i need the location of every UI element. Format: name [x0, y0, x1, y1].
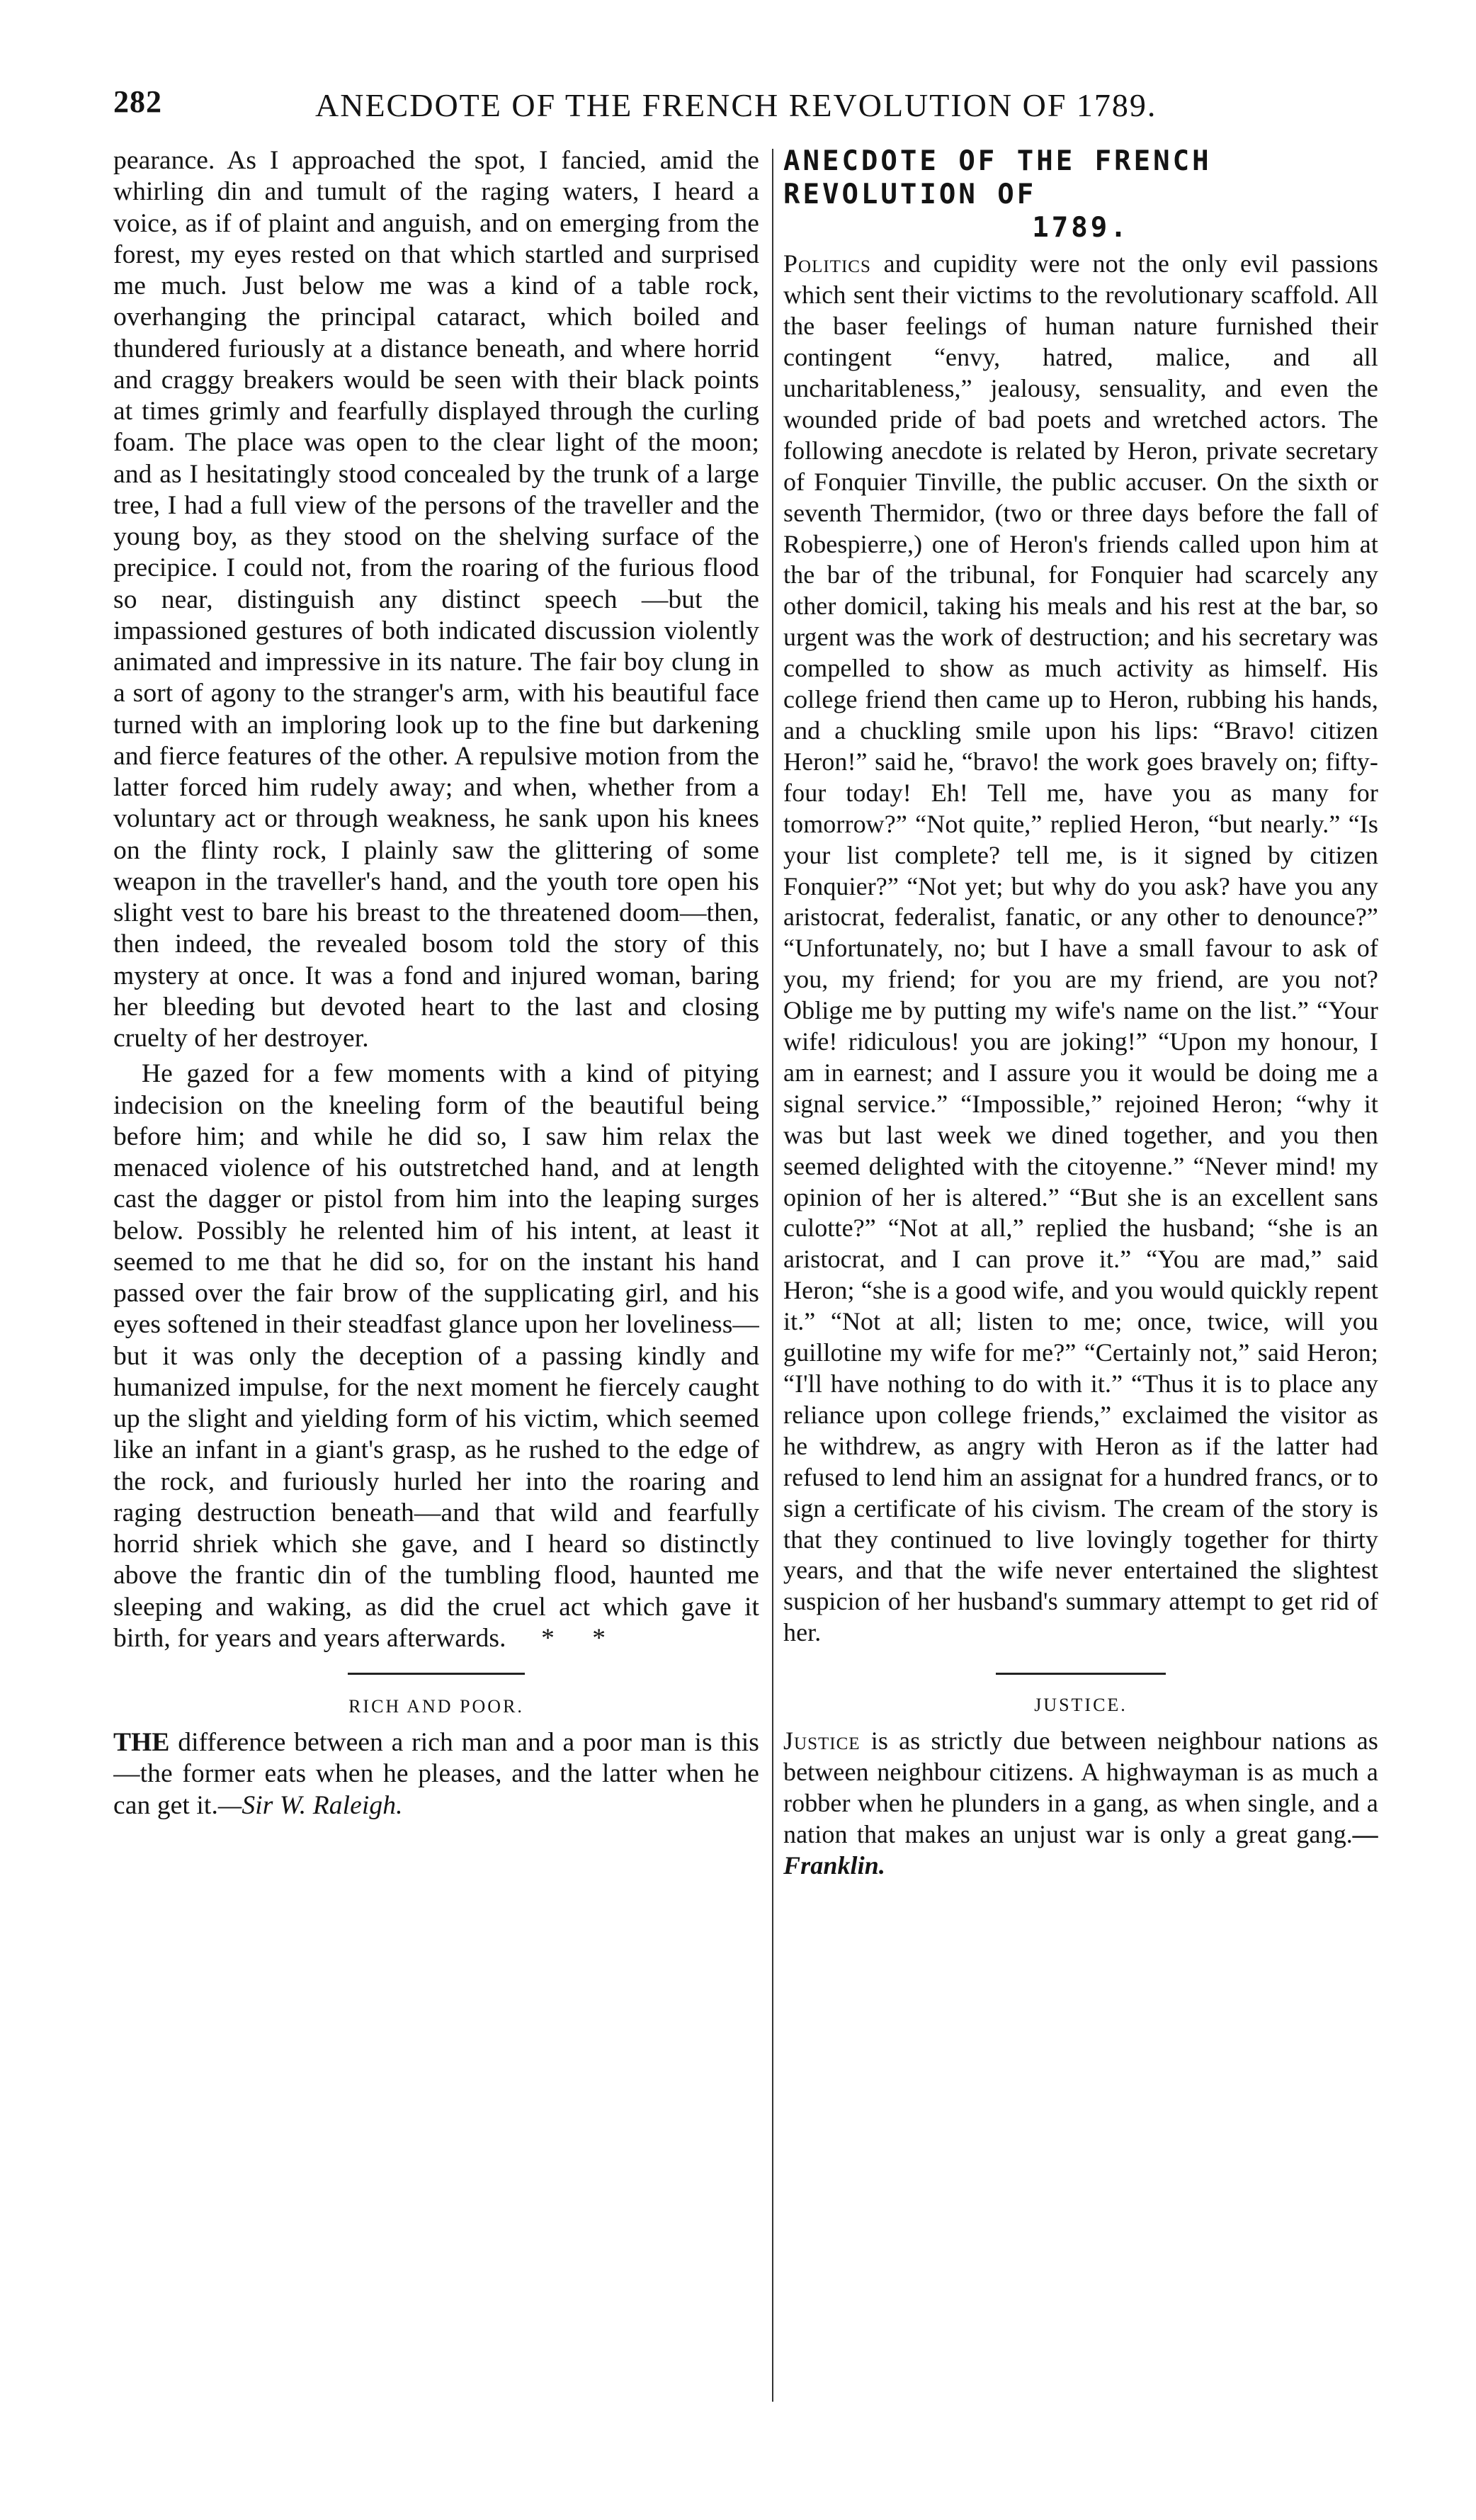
justice-attribution: —Franklin.: [783, 1819, 1378, 1880]
article-heading-year: 1789.: [1032, 211, 1130, 244]
justice-body: is as strictly due between neighbour nations as between neighbour citizens. A highwayman is as much a robber when he plunders in a gang, as when single, and a nation that makes an unjust war is only a great gang.: [783, 1727, 1378, 1848]
justice-divider: [996, 1673, 1166, 1675]
right-column: [783, 145, 1378, 2434]
rich-and-poor-title: RICH AND POOR.: [348, 1696, 524, 1717]
anecdote-text: [783, 249, 1378, 1649]
justice-text: [783, 1726, 1378, 1882]
section-stars: * *: [541, 1623, 621, 1653]
left-column: [113, 145, 759, 2434]
justice-title: JUSTICE.: [1034, 1695, 1128, 1716]
story-paragraph-2: [113, 1058, 759, 1654]
anecdote-body: and cupidity were not the only evil passions which sent their victims to the revolutionary scaffold. All the baser feelings of human nature furnished their contingent “envy, hatred, malice, and all uncharitableness,” jealousy, sensuality, and even the wounded pride of bad poets and wretched actors. The following anecdote is related by Heron, private secretary of Fonquier Tinville, the public accuser. On the sixth or seventh Thermidor, (two or three days before the fall of Robespierre,) one of Heron's friends called upon him at the bar of the tribunal, for Fonquier had scarcely any other domicil, taking his meals and his rest at the bar, so urgent was the work of destruction; and his secretary was compelled to show as much activity as himself. His college friend then came up to Heron, rubbing his hands, and a chuckling smile upon his lips: “Bravo! citizen Heron!” said he, “bravo! the work goes bravely on; fifty-four today! Eh! Tell me, have you as many for tomorrow?” “Not quite,” replied Heron, “but nearly.” “Is your list complete? tell me, is it signed by citizen Fonquier?” “Not yet; but why do you ask? have you any aristocrat, federalist, fanatic, or any other to denounce?” “Unfortunately, no; but I have a small favour to ask of you, my friend; for you are my friend, are you not? Oblige me by putting my wife's name on the list.” “Your wife! ridiculous! you are joking!” “Upon my honour, I am in earnest; and I assure you it would be doing me a signal service.” “Impossible,” rejoined Heron; “why it was but last week we dined together, and you then seemed delighted with the citoyenne.” “Never mind! my opinion of her is altered.” “But she is an excellent sans culotte?” “Not at all,” replied the husband; “she is an aristocrat, and I can prove it.” “You are mad,” said Heron; “she is a good wife, and you would quickly repent it.” “Not at all; listen to me; once, twice, will you guillotine my wife for me?” “Certainly not,” said Heron; “I'll have nothing to do with it.” “Thus it is to place any reliance upon college friends,” exclaimed the visitor as he withdrew, as angry with Heron as if the latter had refused to lend him an assignat for a hundred francs, or to sign a certificate of his civism. The cream of the story is that they continued to live lovingly together for thirty years, and that the wife never entertained the slightest suspicion of her husband's summary attempt to get rid of her.: [783, 249, 1378, 1647]
story-paragraph-1: pearance. As I approached the spot, I fancied, amid the whirling din and tumult of the raging waters, I heard a voice, as if of plaint and anguish, and on emerging from the forest, my eyes rested on that which startled and surprised me much. Just below me was a kind of a table rock, overhanging the principal cataract, which boiled and thundered furiously at a distance beneath, and where horrid and craggy breakers would be seen with their black points at times grimly and fearfully displayed through the curling foam. The place was open to the clear light of the moon; and as I hesitatingly stood concealed by the trunk of a large tree, I had a full view of the persons of the traveller and the young boy, as they stood on the shelving surface of the precipice. I could not, from the roaring of the furious flood so near, distinguish any distinct speech —but the impassioned gestures of both indicated discussion violently animated and impressive in its nature. The fair boy clung in a sort of agony to the stranger's arm, with his beautiful face turned with an imploring look up to the fine but darkening and fierce features of the other. A repulsive motion from the latter forced him rudely away; and when, whether from a voluntary act or through weakness, he sank upon his knees on the flinty rock, I plainly saw the glittering of some weapon in the traveller's hand, and the youth tore open his slight vest to bare his breast to the threatened doom—then, then indeed, the revealed bosom told the story of this mystery at once. It was a fond and injured woman, baring her bleeding but devoted heart to the last and closing cruelty of her destroyer.: [113, 146, 759, 1053]
section-divider: [348, 1673, 525, 1675]
running-head: [113, 84, 1232, 135]
running-title: ANECDOTE OF THE FRENCH REVOLUTION OF 1789.: [315, 87, 1157, 123]
rich-and-poor-text: [113, 1727, 759, 1821]
rich-and-poor-attribution: —Sir W. Raleigh.: [217, 1790, 403, 1820]
column-divider: [772, 149, 773, 2402]
rich-and-poor-body: difference between a rich man and a poor man is this—the former eats when he pleases, and the latter when he can get it.: [113, 1728, 759, 1820]
article-heading: ANECDOTE OF THE FRENCH REVOLUTION OF: [783, 145, 1212, 210]
anecdote-lead: Politics: [783, 249, 871, 278]
page-number: 282: [113, 84, 162, 119]
rich-and-poor-lead: THE: [113, 1728, 170, 1757]
story-paragraph-2-text: He gazed for a few moments with a kind of pitying indecision on the kneeling form of the beautiful being before him; and while he did so, I saw him relax the menaced violence of his outstretched hand, and at length cast the dagger or pistol from him into the leaping surges below. Possibly he relented him of his intent, at least it seemed to me that he did so, for on the instant his hand passed over the fair brow of the supplicating girl, and his eyes softened in their steadfast glance upon her loveliness—but it was only the deception of a passing kindly and humanized impulse, for the next moment he fiercely caught up the slight and yielding form of his victim, which seemed like an infant in a giant's grasp, as he rushed to the edge of the rock, and furiously hurled her into the roaring and raging destruction beneath—and that wild and fearfully horrid shriek which she gave, and I heard so distinctly above the frantic din of the tumbling flood, haunted me sleeping and waking, as did the cruel act which gave it birth, for years and years afterwards.: [113, 1059, 759, 1653]
justice-lead: Justice: [783, 1727, 861, 1756]
